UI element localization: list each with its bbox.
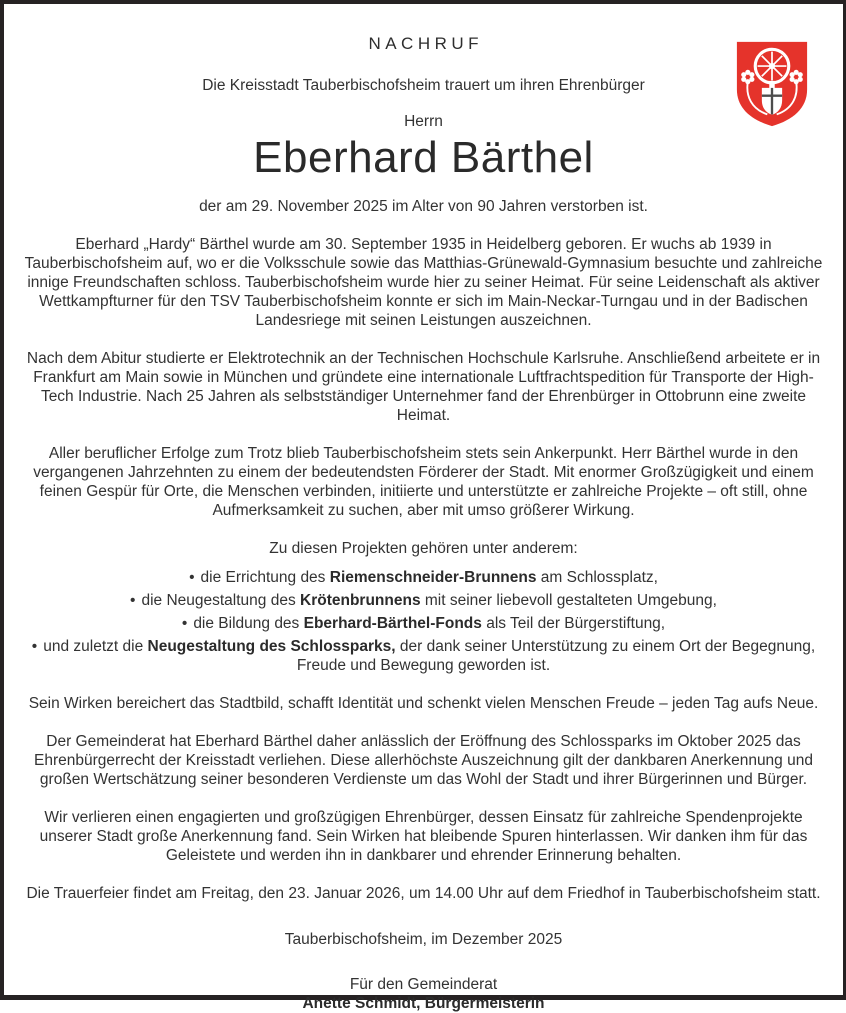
paragraph-funeral-info: Die Trauerfeier findet am Freitag, den 23. Januar 2026, um 14.00 Uhr auf dem Friedhof in Tauberbischofsheim statt. — [26, 885, 821, 902]
project-text: die Errichtung des — [200, 569, 330, 586]
projects-lead: Zu diesen Projekten gehören unter anderem: — [269, 540, 578, 557]
project-name: Neugestaltung des Schlossparks, — [147, 638, 396, 655]
salutation: Herrn — [404, 113, 443, 130]
tauberbischofsheim-coat-of-arms-icon — [733, 40, 811, 128]
closing-line: Für den Gemeinderat — [349, 976, 498, 993]
projects-list — [23, 568, 825, 675]
kicker-title: NACHRUF — [368, 34, 484, 53]
project-text: und zuletzt die — [43, 638, 148, 655]
paragraph-legacy: Sein Wirken bereichert das Stadtbild, schafft Identität und schenkt vielen Menschen Freude – jeden Tag aufs Neue. — [28, 695, 819, 712]
list-item — [23, 614, 825, 633]
paragraph-benefactor: Aller beruflicher Erfolge zum Trotz blieb Tauberbischofsheim stets sein Ankerpunkt. Herr Bärthel wurde in den vergangenen Jahrzehnten zu einem der bedeutendsten Förderer der Stadt. Mit enormer Großzügigkeit und einem feinen Gespür für Orte, die Menschen verbinden, initiierte und unterstützte er zahlreiche Projekte – oft still, ohne Aufmerksamkeit zu suchen, aber mit umso größerer Wirkung. — [33, 445, 814, 519]
bullet-icon: • — [31, 638, 38, 655]
project-name: Krötenbrunnens — [300, 592, 421, 609]
paragraph-honorary-citizenship: Der Gemeinderat hat Eberhard Bärthel daher anlässlich der Eröffnung des Schlossparks im Oktober 2025 das Ehrenbürgerrecht der Kreisstadt verliehen. Diese allerhöchste Auszeichnung gilt der dankbaren Anerkennung und großen Wertschätzung seiner besonderen Verdienste um das Wohl der Stadt und ihrer Bürgerinnen und Bürger. — [34, 733, 813, 788]
paragraph-biography: Eberhard „Hardy“ Bärthel wurde am 30. September 1935 in Heidelberg geboren. Er wuchs ab 1939 in Tauberbischofsheim auf, wo er die Volksschule sowie das Matthias-Grünewald-Gymnasium besuchte und zahlreiche innige Freundschaften schloss. Tauberbischofsheim wurde hier zu seiner Heimat. Für seine Leidenschaft als aktiver Wettkampfturner für den TSV Tauberbischofsheim konnte er sich im Main-Neckar-Turngau und in der Badischen Landesriege mit seinen Leistungen auszeichnen. — [24, 236, 823, 329]
wheel-stand — [769, 81, 774, 89]
dateline: Tauberbischofsheim, im Dezember 2025 — [284, 931, 563, 948]
intro-line: Die Kreisstadt Tauberbischofsheim trauert um ihren Ehrenbürger — [202, 77, 645, 94]
list-item — [23, 591, 825, 610]
bullet-icon: • — [181, 615, 188, 632]
death-line: der am 29. November 2025 im Alter von 90 Jahren verstorben ist. — [199, 198, 648, 215]
project-text: als Teil der Bürgerstiftung, — [481, 615, 666, 632]
bullet-icon: • — [189, 569, 195, 586]
signature-line: Anette Schmidt, Bürgermeisterin — [302, 995, 545, 1012]
list-item — [23, 568, 825, 587]
project-text: mit seiner liebevoll gestalteten Umgebung, — [420, 592, 717, 609]
project-text: die Neugestaltung des — [141, 592, 301, 609]
list-item — [23, 637, 825, 675]
paragraph-career: Nach dem Abitur studierte er Elektrotechnik an der Technischen Hochschule Karlsruhe. Anschließend arbeitete er in Frankfurt am Main sowie in München und gründete eine internationale Luftfrachtspedition für Transporte der High-Tech Industrie. Nach 25 Jahren als selbstständiger Unternehmer fand der Ehrenbürger in Ottobrunn eine zweite Heimat. — [26, 350, 821, 424]
project-name: Riemenschneider-Brunnens — [329, 569, 537, 586]
deceased-name: Eberhard Bärthel — [253, 133, 594, 182]
project-text: der dank seiner Unterstützung zu einem Ort der Begegnung, Freude und Bewegung geworden ist. — [296, 638, 816, 674]
bullet-icon: • — [130, 592, 136, 609]
paragraph-farewell: Wir verlieren einen engagierten und großzügigen Ehrenbürger, dessen Einsatz für zahlreiche Spendenprojekte unserer Stadt große Anerkennung fand. Sein Wirken hat bleibende Spuren hinterlassen. Wir danken ihm für das Geleistete und werden ihn in dankbarer und ehrender Erinnerung behalten. — [39, 809, 808, 864]
mainz-wheel-icon — [755, 49, 789, 83]
project-text: am Schlossplatz, — [536, 569, 658, 586]
project-text: die Bildung des — [193, 615, 304, 632]
project-name: Eberhard-Bärthel-Fonds — [303, 615, 482, 632]
